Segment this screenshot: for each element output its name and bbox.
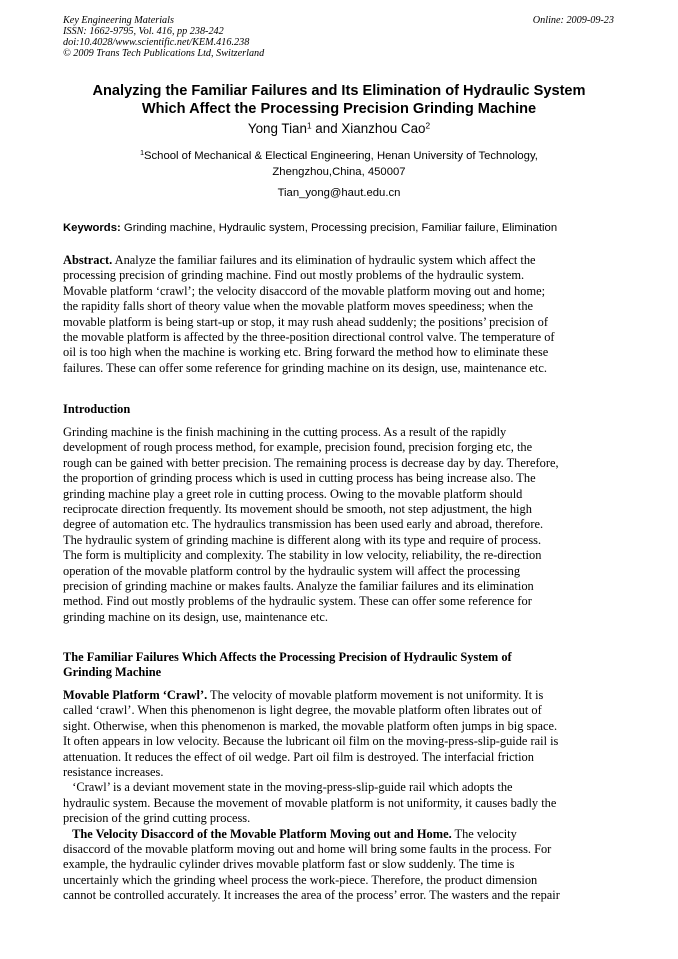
author-email[interactable]: Tian_yong@haut.edu.cn — [277, 187, 401, 199]
abstract-line: failures. These can offer some reference for grinding machine on its design, use, maintenance etc. — [63, 360, 547, 375]
crawl2-line: hydraulic system. Because the movement of movable platform is not uniformity, it causes badly the — [63, 795, 557, 810]
velocity-line: disaccord of the movable platform moving out and home will bring some faults in the process. For — [63, 842, 552, 857]
abstract-line: the movable platform is affected by the three-position directional control valve. The temperature of — [63, 330, 555, 345]
crawl-line: It often appears in low velocity. Because the lubricant oil film on the moving-press-slip-guide rail is — [63, 734, 559, 749]
author-1: Yong Tian — [247, 121, 307, 136]
failures-heading-line-1: The Familiar Failures Which Affects the Processing Precision of Hydraulic System of — [63, 650, 512, 664]
journal-name: Key Engineering Materials — [63, 15, 174, 26]
affil-marker: 1 — [140, 150, 144, 158]
crawl-line: attenuation. It reduces the effect of oil wedge. Part oil film is destroyed. The interfacial friction — [63, 749, 534, 764]
crawl-label: Movable Platform ‘Crawl’. — [63, 688, 208, 702]
paper-title — [40, 82, 638, 118]
velocity-line: The velocity — [451, 826, 517, 841]
author-1-affil: 1 — [306, 120, 312, 131]
abstract-line: movable platform is being start-up or stop, it may rush ahead suddenly; the positions’ precision of — [63, 314, 548, 329]
velocity-line: example, the hydraulic cylinder drives movable platform fast or slow suddenly. The time is — [63, 857, 515, 872]
abstract-label: Abstract. — [63, 253, 113, 267]
introduction-heading: Introduction — [63, 402, 131, 416]
intro-line: operation of the movable platform control by the hydraulic system will affect the processing — [63, 563, 521, 578]
title-line-2: Which Affect the Processing Precision Grinding Machine — [141, 101, 537, 117]
intro-line: reciprocate direction frequently. Its movement should be smooth, not step adjustment, the high — [63, 502, 532, 517]
online-date: Online: 2009-09-23 — [532, 15, 614, 26]
intro-line: degree of automation etc. The hydraulics transmission has been used early and abroad, therefore. — [63, 517, 544, 532]
crawl-line: called ‘crawl’. When this phenomenon is light degree, the movable platform often librates out of — [63, 703, 542, 718]
velocity-line: uncertainly which the grinding wheel process the work-piece. Therefore, the product dimension — [63, 872, 538, 887]
authors — [40, 121, 638, 137]
abstract-line: the rapidity falls short of theory value when the movable platform moves speediness; when the — [63, 299, 534, 314]
crawl-line: resistance increases. — [63, 765, 164, 780]
intro-line: rough can be gained with better precision. The remaining process is decrease day by day. Therefore, — [63, 455, 559, 470]
doi-line: doi:10.4028/www.scientific.net/KEM.416.238 — [63, 37, 250, 48]
affil-line-2: Zhengzhou,China, 450007 — [272, 165, 406, 178]
intro-line: grinding machine on its design, use, maintenance etc. — [63, 609, 328, 624]
abstract-line: processing precision of grinding machine. Find out mostly problems of the hydraulic system. — [63, 268, 525, 283]
affil-line-1: School of Mechanical & Electical Engineering, Henan University of Technology, — [143, 150, 538, 162]
failures-heading — [63, 650, 613, 681]
intro-line: the proportion of grinding process which is used in cutting process has being increase also. The — [63, 471, 536, 486]
author-and: and — [311, 121, 342, 136]
author-2: Xianzhou Cao — [341, 121, 426, 136]
affiliation — [90, 149, 588, 180]
crawl-section — [63, 688, 613, 904]
abstract-line: oil is too high when the machine is working etc. Bring forward the method how to eliminate these — [63, 345, 549, 360]
introduction-body — [63, 425, 613, 625]
intro-line: development of rough process method, for example, precision found, precision forging etc, the — [63, 440, 533, 455]
crawl2-line: precision of the grind cutting process. — [63, 811, 251, 826]
intro-line: method. Find out mostly problems of the hydraulic system. These can offer some reference for — [63, 594, 532, 609]
author-2-affil: 2 — [425, 120, 431, 131]
intro-line: The hydraulic system of grinding machine is different along with its type and require of process. — [63, 532, 542, 547]
abstract-line: Movable platform ‘crawl’; the velocity disaccord of the movable platform moving out and home; — [63, 283, 546, 298]
title-line-1: Analyzing the Familiar Failures and Its Elimination of Hydraulic System — [92, 83, 586, 99]
abstract — [63, 253, 613, 376]
journal-meta — [63, 15, 264, 59]
intro-line: grinding machine play a greet role in cutting process. Owing to the movable platform should — [63, 486, 523, 501]
velocity-line: cannot be controlled accurately. It increases the area of the process’ error. The wasters and the repair — [63, 888, 560, 903]
intro-line: The form is multiplicity and complexity. The stability in low velocity, reliability, the re-direction — [63, 548, 542, 563]
velocity-label: The Velocity Disaccord of the Movable Platform Moving out and Home. — [63, 826, 452, 841]
crawl-line: The velocity of movable platform movement is not uniformity. It is — [207, 688, 544, 702]
issn-line: ISSN: 1662-9795, Vol. 416, pp 238-242 — [63, 26, 224, 37]
keywords — [63, 221, 623, 235]
keywords-label: Keywords: — [63, 222, 121, 234]
keywords-text: Grinding machine, Hydraulic system, Processing precision, Familiar failure, Elimination — [120, 222, 558, 234]
failures-heading-line-2: Grinding Machine — [63, 665, 162, 680]
abstract-line: Analyze the familiar failures and its elimination of hydraulic system which affect the — [112, 253, 536, 267]
copyright-line: © 2009 Trans Tech Publications Ltd, Switzerland — [63, 48, 265, 59]
intro-line: Grinding machine is the finish machining in the cutting process. As a result of the rapidly — [63, 425, 507, 439]
crawl-line: sight. Otherwise, when this phenomenon is marked, the movable platform often jumps in big space. — [63, 718, 558, 733]
crawl2-line: ‘Crawl’ is a deviant movement state in the moving-press-slip-guide rail which adopts the — [63, 780, 513, 795]
intro-line: precision of grinding machine or makes faults. Analyze the familiar failures and its elimination — [63, 579, 534, 594]
